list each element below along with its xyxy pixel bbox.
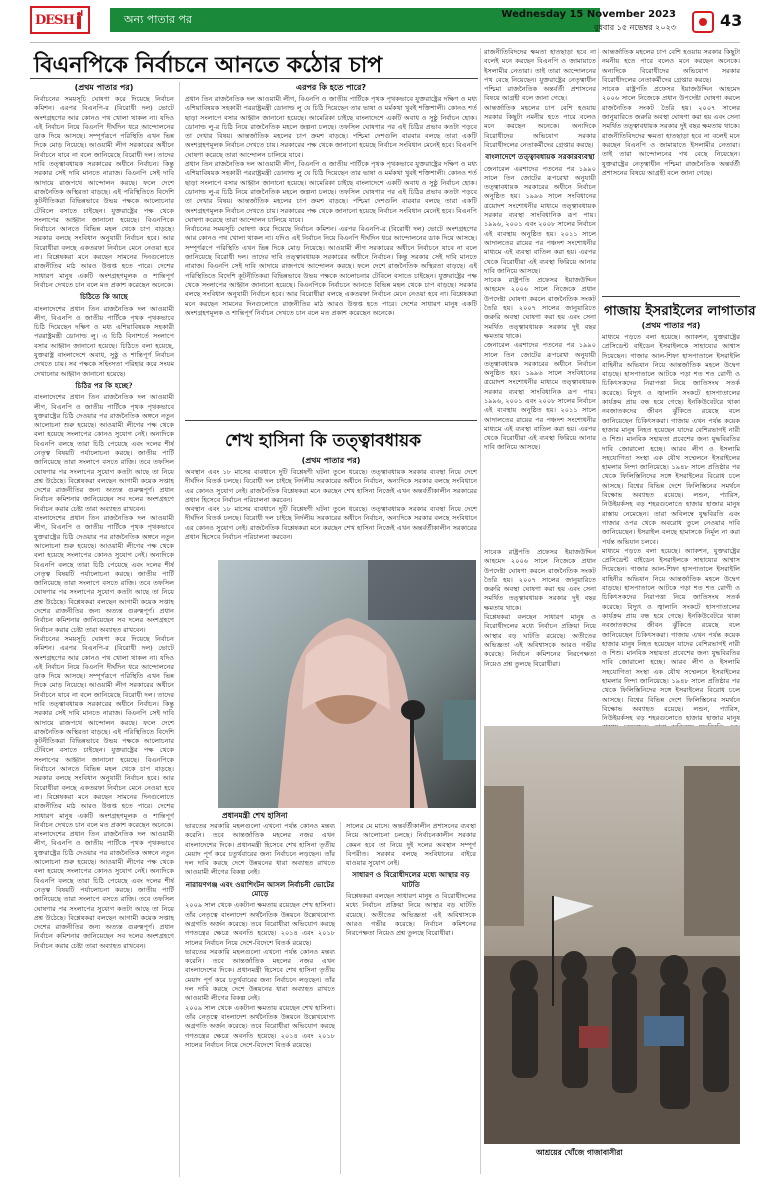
story1-body-3b: বাংলাদেশের প্রধান তিন রাজনৈতিক দল আওয়ামী লীগ, বিএনপি ও জাতীয় পার্টিকে পৃথক পৃথকভাবে যুক্তরাষ্ট্রের চিঠি দেওয়ার পর রাজনৈতিক অঙ্গনে নতুন আলোচনা শুরু হয়েছে। আওয়ামী লীগের পক্ষ থেকে বলা হয়েছে সংলাপের কোনও সুযোগ নেই। অন্যদিকে বিএনপি বলছে তারা চিঠি পেয়েছে এবং দলের শীর্ষ নেতৃত্ব বিষয়টি পর্যালোচনা করছে। জাতীয় পার্টি জানিয়েছে তারা সংলাপে বসতে রাজি। তবে তফসিল ঘোষণার পর সংলাপের সুযোগ কতটা আছে তা নিয়ে প্রশ্ন উঠেছে। বিশ্লেষকরা বলছেন আগামী কয়েক সপ্তাহ দেশের রাজনীতির জন্য অত্যন্ত গুরুত্বপূর্ণ। প্রধান নির্বাচন কমিশনার জানিয়েছেন সব দলের অংশগ্রহণে নির্বাচন করার চেষ্টা তারা অব্যাহত রাখবেন। (34, 514, 174, 634)
story2-body-4: ভারতের সরকারি মহলগুলো এখনো পর্যন্ত কোনও মন্তব্য করেনি। তবে আন্তর্জাতিক মহলের নজর এখন বাংলাদেশের দিকে। প্রধানমন্ত্রী হিসেবে শেখ হাসিনা তৃতীয় মেয়াদ পূর্ণ করে চতুর্থবারের জন্য নির্বাচনে লড়ছেন। তাঁর দল দাবি করছে দেশে উন্নয়নের ধারা অব্যাহত রাখতে আওয়ামী লীগের বিকল্প নেই। (185, 947, 335, 1003)
right-col-a-body-4: সাবেক রাষ্ট্রপতি প্রফেসর ইয়াজউদ্দিন আহমেদ ২০০৬ সালে নিজেকে প্রধান উপদেষ্টা ঘোষণা করলে রাজনৈতিক সংকট তৈরি হয়। ২০০৭ সালের জানুয়ারিতে জরুরি অবস্থা ঘোষণা করা হয় এবং সেনা সমর্থিত তত্ত্বাবধায়ক সরকার দুই বছর ক্ষমতায় থাকে। (484, 276, 596, 340)
story1-body-5: প্রধান তিন রাজনৈতিক দল আওয়ামী লীগ, বিএনপি ও জাতীয় পার্টিকে পৃথক পৃথকভাবে যুক্তরাষ্ট্রের দক্ষিণ ও মধ্য এশিয়াবিষয়ক সহকারী পররাষ্ট্রমন্ত্রী ডোনাল্ড লু যে চিঠি দিয়েছেন তার ভাষা ও মর্মকথা খুবই শক্তিশালী। কোনও শর্ত ছাড়া সংলাপে বসার আহ্বান জানানো হয়েছে। আমেরিকা চাইছে বাংলাদেশে একটি অবাধ ও সুষ্ঠু নির্বাচন হোক। ডোনাল্ড লু-র চিঠি নিয়ে রাজনৈতিক মহলে জল্পনা চলছে। তফসিল ঘোষণার পর এই চিঠির প্রভাব কতটা পড়বে তা দেখার বিষয়। আন্তর্জাতিক মহলের চাপ ক্রমশ বাড়ছে। পশ্চিমা দেশগুলি বারবার বলছে তারা একটি অংশগ্রহণমূলক নির্বাচন দেখতে চায়। সরকারের পক্ষ থেকে জানানো হয়েছে নির্বাচন সংবিধান মেনেই হবে। বিএনপি ঘোষণা করেছে তারা আন্দোলন চালিয়ে যাবে। (185, 160, 477, 224)
date-english: Wednesday 15 November 2023 (501, 9, 676, 20)
story1-rule (30, 78, 478, 79)
story2-headline[interactable]: শেখ হাসিনা কি তত্ত্বাবধায়ক (225, 431, 422, 451)
story3-body-2: মাধ্যমে পড়তে বলা হয়েছে। অ্যাকশন, যুক্তরাষ্ট্রের প্রেসিডেন্ট বাইডেন ইসরাইলকে সাহায্যের আশ্বাস দিয়েছেন। গাজার আল-শিফা হাসপাতালে ইসরাইলি বাহিনীর অভিযান নিয়ে আন্তর্জাতিক মহলে উদ্বেগ বাড়ছে। হাসপাতালে আটকে পড়া শত শত রোগী ও চিকিৎসকদের নিরাপত্তা নিয়ে জাতিসংঘ সতর্ক করেছে। বিদ্যুৎ ও জ্বালানি সংকটে হাসপাতালের কার্যক্রম প্রায় বন্ধ হয়ে গেছে। ইনকিউবেটরে থাকা নবজাতকদের জীবন ঝুঁকিতে রয়েছে বলে জানিয়েছেন চিকিৎসকরা। গাজায় এখন পর্যন্ত কয়েক হাজার মানুষ নিহত হয়েছেন যাদের বেশিরভাগই নারী ও শিশু। মানবিক সহায়তা প্রবেশের জন্য যুদ্ধবিরতির দাবি জোরালো হচ্ছে। আরব লীগ ও ইসলামি সহযোগিতা সংস্থা এক যৌথ সম্মেলনে ইসরাইলের হামলার নিন্দা জানিয়েছে। ১৯৪৮ সালে প্রতিষ্ঠার পর থেকে ফিলিস্তিনিদের সঙ্গে ইসরাইলের বিরোধ চলে আসছে। বিশ্বের বিভিন্ন দেশে ফিলিস্তিনের সমর্থনে বিক্ষোভ অব্যাহত রয়েছে। লন্ডন, প্যারিস, নিউইয়র্কসহ বড় শহরগুলোতে হাজার হাজার মানুষ (602, 546, 740, 723)
story3-rule (602, 296, 740, 297)
right-col-a-subhead: বাংলাদেশে তত্ত্বাবধায়ক সরকারব্যবস্থা (485, 152, 595, 162)
right-col-a (484, 48, 596, 588)
column-divider (179, 82, 180, 1177)
right-col-a-body-2: আন্তর্জাতিক মহলের চাপ বেশি হওয়ায় সরকার কিছুটা নমনীয় হতে পারে বলেও মনে করছেন অনেকে। অন্যদিকে বিরোধীদের অভিযোগ সরকার বিরোধীদলের নেতাকর্মীদের গ্রেপ্তার করছে। (484, 103, 596, 149)
mid-low-body-2: বিশ্লেষকরা বলছেন সাধারণ মানুষ ও বিরোধীদলের মধ্যে নির্বাচন প্রক্রিয়া নিয়ে আস্থার বড় ঘাটতি রয়েছে। অতীতের অভিজ্ঞতা এই অবিশ্বাসকে আরও গভীর করেছে। নির্বাচন কমিশনের নিরপেক্ষতা নিয়েও প্রশ্ন তুলছে বিরোধীরা। (346, 892, 476, 938)
right-col-a-body-3: জেনারেল এরশাদের পতনের পর ১৯৯০ সালে তিন জোটের রূপরেখা অনুযায়ী তত্ত্বাবধায়ক সরকারের অধীনে নির্বাচন অনুষ্ঠিত হয়। ১৯৯৬ সালে সংবিধানের ত্রয়োদশ সংশোধনীর মাধ্যমে তত্ত্বাবধায়ক সরকার ব্যবস্থা সাংবিধানিক রূপ পায়। ১৯৯৬, ২০০১ এবং ২০০৮ সালের নির্বাচন এই ব্যবস্থায় অনুষ্ঠিত হয়। ২০১১ সালে আদালতের রায়ের পর পঞ্চদশ সংশোধনীর মাধ্যমে এই ব্যবস্থা বাতিল করা হয়। এরপর থেকে বিরোধীরা এই ব্যবস্থা ফিরিয়ে আনার দাবি জানিয়ে আসছে। (484, 164, 596, 275)
story1-byline: (প্রথম পাতার পর) (74, 83, 134, 92)
story3-body-1: মাধ্যমে পড়তে বলা হয়েছে। অ্যাকশন, যুক্তরাষ্ট্রের প্রেসিডেন্ট বাইডেন ইসরাইলকে সাহায্যের আশ্বাস দিয়েছেন। গাজার আল-শিফা হাসপাতালে ইসরাইলি বাহিনীর অভিযান নিয়ে আন্তর্জাতিক মহলে উদ্বেগ বাড়ছে। হাসপাতালে আটকে পড়া শত শত রোগী ও চিকিৎসকদের নিরাপত্তা নিয়ে জাতিসংঘ সতর্ক করেছে। বিদ্যুৎ ও জ্বালানি সংকটে হাসপাতালের কার্যক্রম প্রায় বন্ধ হয়ে গেছে। ইনকিউবেটরে থাকা নবজাতকদের জীবন ঝুঁকিতে রয়েছে বলে জানিয়েছেন চিকিৎসকরা। গাজায় এখন পর্যন্ত কয়েক হাজার মানুষ নিহত হয়েছেন যাদের বেশিরভাগই নারী ও শিশু। মানবিক সহায়তা প্রবেশের জন্য যুদ্ধবিরতির দাবি জোরালো হচ্ছে। আরব লীগ ও ইসলামি সহযোগিতা সংস্থা এক যৌথ সম্মেলনে ইসরাইলের হামলার নিন্দা জানিয়েছে। ১৯৪৮ সালে প্রতিষ্ঠার পর থেকে ফিলিস্তিনিদের সঙ্গে ইসরাইলের বিরোধ চলে আসছে। বিশ্বের বিভিন্ন দেশে ফিলিস্তিনের সমর্থনে বিক্ষোভ অব্যাহত রয়েছে। লন্ডন, প্যারিস, নিউইয়র্কসহ বড় শহরগুলোতে হাজার হাজার মানুষ রাস্তায় নেমেছেন। তারা অবিলম্বে যুদ্ধবিরতি এবং গাজার ওপর থেকে অবরোধ তুলে নেওয়ার দাবি জানিয়েছেন। ইসরাইল বলছে হামাসকে নির্মূল না করা পর্যন্ত অভিযান চলবে। (602, 333, 740, 546)
right-col-a-lower (484, 548, 596, 723)
right-col-a-lower-body-2: বিশ্লেষকরা বলছেন সাধারণ মানুষ ও বিরোধীদলের মধ্যে নির্বাচন প্রক্রিয়া নিয়ে আস্থার বড় ঘাটতি রয়েছে। অতীতের অভিজ্ঞতা এই অবিশ্বাসকে আরও গভীর করেছে। নির্বাচন কমিশনের নিরপেক্ষতা নিয়েও প্রশ্ন তুলছে বিরোধীরা। (484, 613, 596, 668)
story2-body-5: ২০০৯ সাল থেকে একটানা ক্ষমতায় রয়েছেন শেখ হাসিনা। তাঁর নেতৃত্বে বাংলাদেশ অর্থনৈতিক উন্নয়নে উল্লেখযোগ্য অগ্রগতি অর্জন করেছে। তবে বিরোধীরা অভিযোগ করছে গণতন্ত্রের ক্ষেত্রে অবনতি হয়েছে। ২০১৪ এবং ২০১৮ সালের নির্বাচন নিয়ে দেশে-বিদেশে বিতর্ক রয়েছে। (185, 1003, 335, 1049)
mid-low-body-1: সালের মে মাসে। অন্তর্বর্তীকালীন প্রশাসনের ব্যবস্থা নিয়ে আলোচনা চলছে। নির্বাচনকালীন সরকার কেমন হবে তা নিয়ে দুই দলের অবস্থান সম্পূর্ণ বিপরীত। সরকার বলছে সংবিধানের বাইরে যাওয়ার সুযোগ নেই। (346, 822, 476, 868)
story2-byline: (প্রথম পাতার পর) (301, 456, 361, 465)
story2-rule (185, 420, 477, 421)
story2-body-1: অবস্থান এবং ১৮ মাসের ব্যবধানে দুটি বিশ্লেষণী ঘটনা তুলে ধরেছে। তত্ত্বাবধায়ক সরকার ব্যবস্থা নিয়ে দেশে দীর্ঘদিন বিতর্ক চলছে। বিরোধী দল চাইছে নির্দলীয় সরকারের অধীনে নির্বাচন, অন্যদিকে সরকার বলছে সংবিধানে এর কোনও সুযোগ নেই। রাজনৈতিক বিশ্লেষকরা মনে করছেন শেখ হাসিনা নিজেই এখন অন্তর্বর্তীকালীন সরকারের প্রধান হিসেবে নির্বাচন পরিচালনা করবেন। (185, 468, 477, 504)
story3-byline: (প্রথম পাতার পর) (641, 321, 701, 330)
story2-body-2: ভারতের সরকারি মহলগুলো এখনো পর্যন্ত কোনও মন্তব্য করেনি। তবে আন্তর্জাতিক মহলের নজর এখন বাংলাদেশের দিকে। প্রধানমন্ত্রী হিসেবে শেখ হাসিনা তৃতীয় মেয়াদ পূর্ণ করে চতুর্থবারের জন্য নির্বাচনে লড়ছেন। তাঁর দল দাবি করছে দেশে উন্নয়নের ধারা অব্যাহত রাখতে আওয়ামী লীগের বিকল্প নেই। (185, 822, 335, 877)
mid-low-subhead: সাধারণ ও বিরোধীদলের মধ্যে আস্থার বড় ঘাটতি (352, 870, 470, 889)
story1-kicker: এরপর কি হতে পারে? (296, 83, 366, 92)
page-number: 43 (720, 11, 743, 30)
hasina-photo-image (218, 560, 476, 808)
story2-subhead: নারায়ণগঞ্জ এবং ওয়াশিংটন আসল নির্বাচনী ভোটের মোড়ে (185, 879, 335, 899)
story2-top (185, 455, 477, 555)
column-divider-3 (480, 48, 481, 1174)
story1-column-1 (34, 82, 174, 1172)
story1-body-6: নির্বাচনের সময়সূচি ঘোষণা করে দিয়েছে নির্বাচন কমিশন। এরপর বিএনপি-র (বিরোধী দল) ভোটে অংশগ্রহণের আর কোনও পথ খোলা থাকল না। যদিও এই নির্বাচন নিয়ে বিএনপি দীর্ঘদিন ধরে আন্দোলনের ডাক দিয়ে আসছে। সম্পূর্ণরূপে পরিস্থিতি এখন ভিন্ন দিকে মোড় নিয়েছে। আওয়ামী লীগ সরকারের অধীনে নির্বাচনে যাবে না বলে জানিয়েছে বিরোধী দল। তাদের দাবি তত্ত্বাবধায়ক সরকারের অধীনে নির্বাচন। কিন্তু সরকার সেই দাবি মানতে নারাজ। বিএনপি সেই দাবি আদায়ে রাজপথে আন্দোলন করছে। ফলে দেশে রাজনৈতিক অস্থিরতা বাড়ছে। এই পরিস্থিতিতে বিদেশি কূটনীতিকরা বিভিন্নভাবে উভয় পক্ষকে আলোচনার টেবিলে বসাতে চাইছেন। যুক্তরাষ্ট্রের পক্ষ থেকে সংলাপের আহ্বান জানানো হয়েছে। বিএনপিকে নির্বাচনে আনতে বিভিন্ন মহল থেকে চাপ বাড়ছে। সরকার বলছে সংবিধান অনুযায়ী নির্বাচন হবে। আর বিরোধীরা বলছে একতরফা নির্বাচন মেনে নেওয়া হবে না। বিশ্লেষকরা মনে করছেন সামনের দিনগুলোতে রাজনীতির মাঠ আরও উত্তপ্ত হতে পারে। দেশের সাধারণ মানুষ একটি অংশগ্রহণমূলক ও শান্তিপূর্ণ নির্বাচন দেখতে চান বলে মত প্রকাশ করেছেন অনেকে। (185, 225, 477, 317)
story1-body-3c: নির্বাচনের সময়সূচি ঘোষণা করে দিয়েছে নির্বাচন কমিশন। এরপর বিএনপি-র (বিরোধী দল) ভোটে অংশগ্রহণের আর কোনও পথ খোলা থাকল না। যদিও এই নির্বাচন নিয়ে বিএনপি দীর্ঘদিন ধরে আন্দোলনের ডাক দিয়ে আসছে। সম্পূর্ণরূপে পরিস্থিতি এখন ভিন্ন দিকে মোড় নিয়েছে। আওয়ামী লীগ সরকারের অধীনে নির্বাচনে যাবে না বলে জানিয়েছে বিরোধী দল। তাদের দাবি তত্ত্বাবধায়ক সরকারের অধীনে নির্বাচন। কিন্তু সরকার সেই দাবি মানতে নারাজ। বিএনপি সেই দাবি আদায়ে রাজপথে আন্দোলন করছে। ফলে দেশে রাজনৈতিক অস্থিরতা বাড়ছে। এই পরিস্থিতিতে বিদেশি কূটনীতিকরা বিভিন্নভাবে উভয় পক্ষকে আলোচনার টেবিলে বসাতে চাইছেন। যুক্তরাষ্ট্রের পক্ষ থেকে সংলাপের আহ্বান জানানো হয়েছে। বিএনপিকে নির্বাচনে আনতে বিভিন্ন মহল থেকে চাপ বাড়ছে। সরকার বলছে সংবিধান অনুযায়ী নির্বাচন হবে। আর বিরোধীরা বলছে একতরফা নির্বাচন মেনে নেওয়া হবে না। বিশ্লেষকরা মনে করছেন সামনের দিনগুলোতে রাজনীতির মাঠ আরও উত্তপ্ত হতে পারে। দেশের সাধারণ মানুষ একটি অংশগ্রহণমূলক ও শান্তিপূর্ণ নির্বাচন দেখতে চান বলে মত প্রকাশ করেছেন অনেকে। (34, 634, 174, 829)
story1-subhead-2: চিঠির পর কি হচ্ছে? (75, 380, 133, 390)
bangladesh-flag-icon (692, 11, 714, 33)
gaza-photo[interactable] (484, 726, 740, 1144)
right-col-a-lower-body: সাবেক রাষ্ট্রপতি প্রফেসর ইয়াজউদ্দিন আহমেদ ২০০৬ সালে নিজেকে প্রধান উপদেষ্টা ঘোষণা করলে রাজনৈতিক সংকট তৈরি হয়। ২০০৭ সালের জানুয়ারিতে জরুরি অবস্থা ঘোষণা করা হয় এবং সেনা সমর্থিত তত্ত্বাবধায়ক সরকার দুই বছর ক্ষমতায় থাকে। (484, 548, 596, 612)
right-col-b (602, 48, 740, 298)
hasina-caption: প্রধানমন্ত্রী শেখ হাসিনা (222, 811, 288, 820)
story1-body-3d: বাংলাদেশের প্রধান তিন রাজনৈতিক দল আওয়ামী লীগ, বিএনপি ও জাতীয় পার্টিকে পৃথক পৃথকভাবে যুক্তরাষ্ট্রের চিঠি দেওয়ার পর রাজনৈতিক অঙ্গনে নতুন আলোচনা শুরু হয়েছে। আওয়ামী লীগের পক্ষ থেকে বলা হয়েছে সংলাপের কোনও সুযোগ নেই। অন্যদিকে বিএনপি বলছে তারা চিঠি পেয়েছে এবং দলের শীর্ষ নেতৃত্ব বিষয়টি পর্যালোচনা করছে। জাতীয় পার্টি জানিয়েছে তারা সংলাপে বসতে রাজি। তবে তফসিল ঘোষণার পর সংলাপের সুযোগ কতটা আছে তা নিয়ে প্রশ্ন উঠেছে। বিশ্লেষকরা বলছেন আগামী কয়েক সপ্তাহ দেশের রাজনীতির জন্য অত্যন্ত গুরুত্বপূর্ণ। প্রধান নির্বাচন কমিশনার জানিয়েছেন সব দলের অংশগ্রহণে নির্বাচন করার চেষ্টা তারা অব্যাহত রাখবেন। (34, 830, 174, 950)
gaza-caption: আশ্রয়ের খোঁজে গাজাবাসীরা (536, 1148, 623, 1157)
story1-body-1: নির্বাচনের সময়সূচি ঘোষণা করে দিয়েছে নির্বাচন কমিশন। এরপর বিএনপি-র (বিরোধী দল) ভোটে অংশগ্রহণের আর কোনও পথ খোলা থাকল না। যদিও এই নির্বাচন নিয়ে বিএনপি দীর্ঘদিন ধরে আন্দোলনের ডাক দিয়ে আসছে। সম্পূর্ণরূপে পরিস্থিতি এখন ভিন্ন দিকে মোড় নিয়েছে। আওয়ামী লীগ সরকারের অধীনে নির্বাচনে যাবে না বলে জানিয়েছে বিরোধী দল। তাদের দাবি তত্ত্বাবধায়ক সরকারের অধীনে নির্বাচন। কিন্তু সরকার সেই দাবি মানতে নারাজ। বিএনপি সেই দাবি আদায়ে রাজপথে আন্দোলন করছে। ফলে দেশে রাজনৈতিক অস্থিরতা বাড়ছে। এই পরিস্থিতিতে বিদেশি কূটনীতিকরা বিভিন্নভাবে উভয় পক্ষকে আলোচনার টেবিলে বসাতে চাইছেন। যুক্তরাষ্ট্রের পক্ষ থেকে সংলাপের আহ্বান জানানো হয়েছে। বিএনপিকে নির্বাচনে আনতে বিভিন্ন মহল থেকে চাপ বাড়ছে। সরকার বলছে সংবিধান অনুযায়ী নির্বাচন হবে। আর বিরোধীরা বলছে একতরফা নির্বাচন মেনে নেওয়া হবে না। বিশ্লেষকরা মনে করছেন সামনের দিনগুলোতে রাজনীতির মাঠ আরও উত্তপ্ত হতে পারে। দেশের সাধারণ মানুষ একটি অংশগ্রহণমূলক ও শান্তিপূর্ণ নির্বাচন দেখতে চান বলে মত প্রকাশ করেছেন অনেকে। (34, 95, 174, 289)
statue-of-liberty-icon (74, 10, 84, 30)
column-divider-2 (340, 822, 341, 1174)
date-bengali: বুধবার ১৫ নভেম্বর ২০২৩ (594, 23, 676, 32)
logo-text: DESH (35, 12, 74, 28)
story1-body-2: বাংলাদেশের প্রধান তিন রাজনৈতিক দল আওয়ামী লীগ, বিএনপি ও জাতীয় পার্টিকে পৃথক পৃথকভাবে চিঠি দিয়েছেন দক্ষিণ ও মধ্য এশিয়াবিষয়ক সহকারী পররাষ্ট্রমন্ত্রী ডোনাল্ড লু। এ চিঠি বিনাশর্তে সংলাপে বসার আহ্বান জানানো হয়েছে। চিঠিতে বলা হয়েছে, যুক্তরাষ্ট্র বাংলাদেশে অবাধ, সুষ্ঠু ও শান্তিপূর্ণ নির্বাচন দেখতে চায়। সব পক্ষকে সহিংসতা পরিহার করে সংযম দেখানোর আহ্বান জানানো হয়েছে। (34, 304, 174, 378)
masthead (0, 0, 770, 40)
right-col-a-body-1: রাজনীতিবিদদের ক্ষমতা হাতছাড়া হবে না বলেই মনে করছেন বিএনপি ও জামায়াতে ইসলামীর নেতারা। তাই তারা আন্দোলনের পথ বেছে নিয়েছেন। যুক্তরাষ্ট্রের নেতৃত্বাধীন পশ্চিমা রাজনৈতিক অন্তর্বর্তী প্রশাসনের বিষয়ে আগ্রহী বলে জানা গেছে। (484, 48, 596, 103)
story1-headline[interactable]: বিএনপিকে নির্বাচনে আনতে কঠোর চাপ (34, 53, 383, 78)
right-col-b-body-1: আন্তর্জাতিক মহলের চাপ বেশি হওয়ায় সরকার কিছুটা নমনীয় হতে পারে বলেও মনে করছেন অনেকে। অন্যদিকে বিরোধীদের অভিযোগ সরকার বিরোধীদলের নেতাকর্মীদের গ্রেপ্তার করছে। (602, 48, 740, 84)
story3-headline[interactable]: গাজায় ইসরাইলের লাগাতার (604, 303, 756, 319)
middle-low-col (346, 822, 476, 1174)
section-title: অন্য পাতার পর (124, 12, 192, 26)
right-col-a-body-5: জেনারেল এরশাদের পতনের পর ১৯৯০ সালে তিন জোটের রূপরেখা অনুযায়ী তত্ত্বাবধায়ক সরকারের অধীনে নির্বাচন অনুষ্ঠিত হয়। ১৯৯৬ সালে সংবিধানের ত্রয়োদশ সংশোধনীর মাধ্যমে তত্ত্বাবধায়ক সরকার ব্যবস্থা সাংবিধানিক রূপ পায়। ১৯৯৬, ২০০১ এবং ২০০৮ সালের নির্বাচন এই ব্যবস্থায় অনুষ্ঠিত হয়। ২০১১ সালে আদালতের রায়ের পর পঞ্চদশ সংশোধনীর মাধ্যমে এই ব্যবস্থা বাতিল করা হয়। এরপর থেকে বিরোধীরা এই ব্যবস্থা ফিরিয়ে আনার দাবি জানিয়ে আসছে। (484, 341, 596, 452)
story2-bottom-col1 (185, 822, 335, 1174)
right-col-b-body-2: সাবেক রাষ্ট্রপতি প্রফেসর ইয়াজউদ্দিন আহমেদ ২০০৬ সালে নিজেকে প্রধান উপদেষ্টা ঘোষণা করলে রাজনৈতিক সংকট তৈরি হয়। ২০০৭ সালের জানুয়ারিতে জরুরি অবস্থা ঘোষণা করা হয় এবং সেনা সমর্থিত তত্ত্বাবধায়ক সরকার দুই বছর ক্ষমতায় থাকে। (602, 85, 740, 131)
header-rule (30, 42, 740, 43)
story2-body-1b: অবস্থান এবং ১৮ মাসের ব্যবধানে দুটি বিশ্লেষণী ঘটনা তুলে ধরেছে। তত্ত্বাবধায়ক সরকার ব্যবস্থা নিয়ে দেশে দীর্ঘদিন বিতর্ক চলছে। বিরোধী দল চাইছে নির্দলীয় সরকারের অধীনে নির্বাচন, অন্যদিকে সরকার বলছে সংবিধানে এর কোনও সুযোগ নেই। রাজনৈতিক বিশ্লেষকরা মনে করছেন শেখ হাসিনা নিজেই এখন অন্তর্বর্তীকালীন সরকারের প্রধান হিসেবে নির্বাচন পরিচালনা করবেন। (185, 505, 477, 542)
story1-body-3: বাংলাদেশের প্রধান তিন রাজনৈতিক দল আওয়ামী লীগ, বিএনপি ও জাতীয় পার্টিকে পৃথক পৃথকভাবে যুক্তরাষ্ট্রের চিঠি দেওয়ার পর রাজনৈতিক অঙ্গনে নতুন আলোচনা শুরু হয়েছে। আওয়ামী লীগের পক্ষ থেকে বলা হয়েছে সংলাপের কোনও সুযোগ নেই। অন্যদিকে বিএনপি বলছে তারা চিঠি পেয়েছে এবং দলের শীর্ষ নেতৃত্ব বিষয়টি পর্যালোচনা করছে। জাতীয় পার্টি জানিয়েছে তারা সংলাপে বসতে রাজি। তবে তফসিল ঘোষণার পর সংলাপের সুযোগ কতটা আছে তা নিয়ে প্রশ্ন উঠেছে। বিশ্লেষকরা বলছেন আগামী কয়েক সপ্তাহ দেশের রাজনীতির জন্য অত্যন্ত গুরুত্বপূর্ণ। প্রধান নির্বাচন কমিশনার জানিয়েছেন সব দলের অংশগ্রহণে নির্বাচন করার চেষ্টা তারা অব্যাহত রাখবেন। (34, 393, 174, 513)
story1-column-2 (185, 82, 477, 417)
gaza-photo-image (484, 726, 740, 1144)
right-col-b-body-3: রাজনীতিবিদদের ক্ষমতা হাতছাড়া হবে না বলেই মনে করছেন বিএনপি ও জামায়াতে ইসলামীর নেতারা। তাই তারা আন্দোলনের পথ বেছে নিয়েছেন। যুক্তরাষ্ট্রের নেতৃত্বাধীন পশ্চিমা রাজনৈতিক অন্তর্বর্তী প্রশাসনের বিষয়ে আগ্রহী বলে জানা গেছে। (602, 131, 740, 177)
newspaper-logo[interactable] (30, 6, 90, 34)
story2-body-3: ২০০৯ সাল থেকে একটানা ক্ষমতায় রয়েছেন শেখ হাসিনা। তাঁর নেতৃত্বে বাংলাদেশ অর্থনৈতিক উন্নয়নে উল্লেখযোগ্য অগ্রগতি অর্জন করেছে। তবে বিরোধীরা অভিযোগ করছে গণতন্ত্রের ক্ষেত্রে অবনতি হয়েছে। ২০১৪ এবং ২০১৮ সালের নির্বাচন নিয়ে দেশে-বিদেশে বিতর্ক রয়েছে। (185, 901, 335, 947)
story1-body-4: প্রধান তিন রাজনৈতিক দল আওয়ামী লীগ, বিএনপি ও জাতীয় পার্টিকে পৃথক পৃথকভাবে যুক্তরাষ্ট্রের দক্ষিণ ও মধ্য এশিয়াবিষয়ক সহকারী পররাষ্ট্রমন্ত্রী ডোনাল্ড লু যে চিঠি দিয়েছেন তার ভাষা ও মর্মকথা খুবই শক্তিশালী। কোনও শর্ত ছাড়া সংলাপে বসার আহ্বান জানানো হয়েছে। আমেরিকা চাইছে বাংলাদেশে একটি অবাধ ও সুষ্ঠু নির্বাচন হোক। ডোনাল্ড লু-র চিঠি নিয়ে রাজনৈতিক মহলে জল্পনা চলছে। তফসিল ঘোষণার পর এই চিঠির প্রভাব কতটা পড়বে তা দেখার বিষয়। আন্তর্জাতিক মহলের চাপ ক্রমশ বাড়ছে। পশ্চিমা দেশগুলি বারবার বলছে তারা একটি অংশগ্রহণমূলক নির্বাচন দেখতে চায়। সরকারের পক্ষ থেকে জানানো হয়েছে নির্বাচন সংবিধান মেনেই হবে। বিএনপি ঘোষণা করেছে তারা আন্দোলন চালিয়ে যাবে। (185, 95, 477, 159)
story1-subhead-1: চিঠিতে কি আছে (80, 292, 128, 302)
hasina-photo[interactable] (218, 560, 476, 808)
column-divider-4 (598, 48, 599, 548)
